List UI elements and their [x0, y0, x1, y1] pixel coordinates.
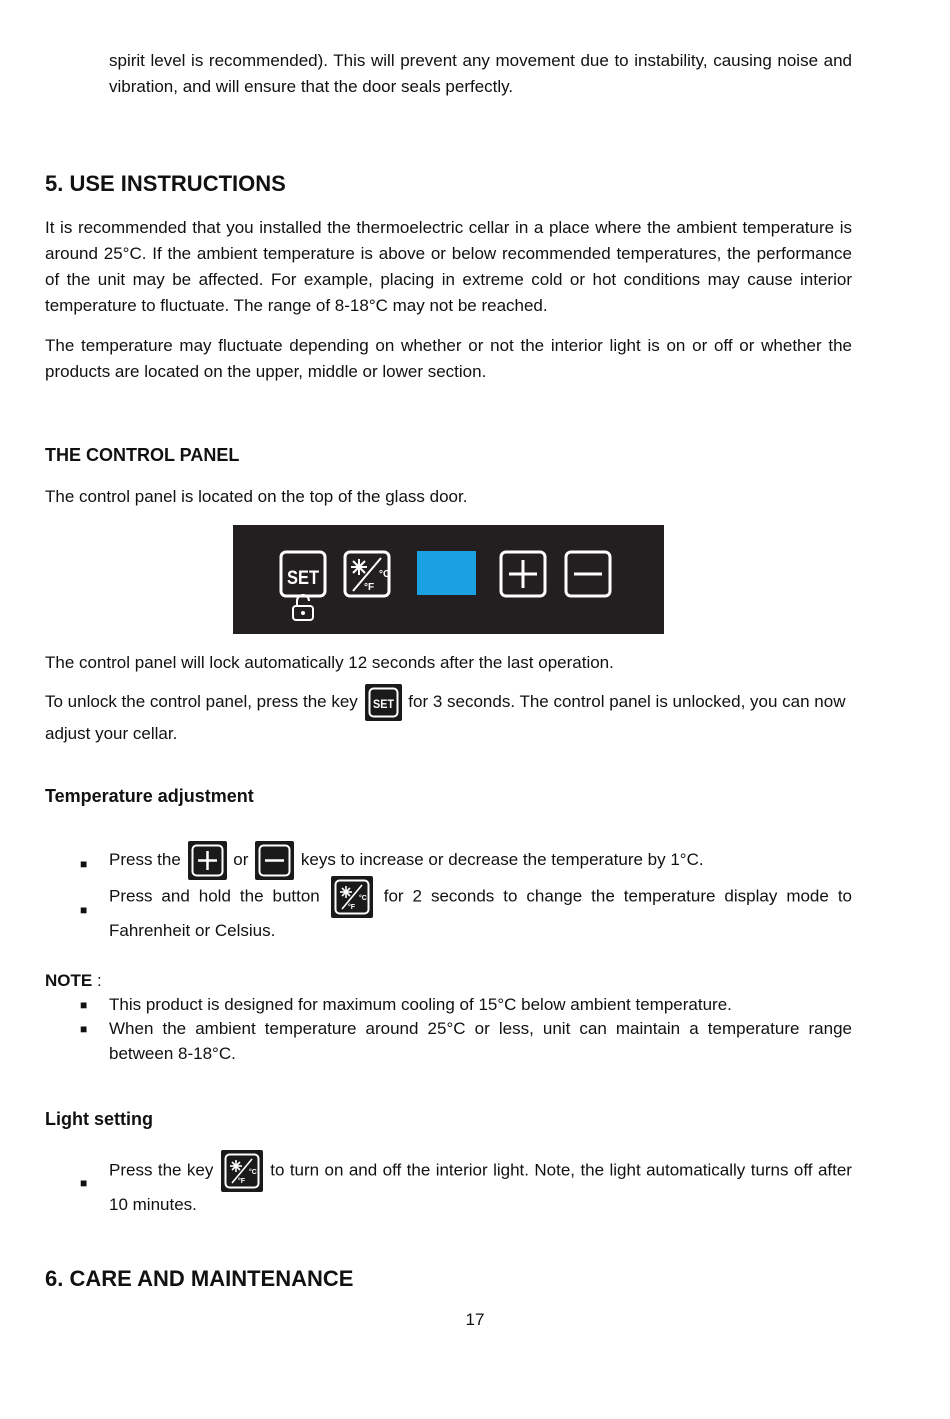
control-panel-heading: THE CONTROL PANEL: [45, 445, 240, 465]
note-item-2: When the ambient temperature around 25°C or less, unit can maintain a temperature range between 8-18°C.: [109, 1019, 852, 1063]
light-setting-heading: Light setting: [45, 1109, 153, 1129]
svg-text:°C: °C: [379, 569, 391, 580]
plus-key-icon: [188, 841, 227, 880]
bullet-marker: ■: [80, 857, 88, 871]
svg-text:°C: °C: [358, 895, 367, 902]
temperature-display: [417, 551, 476, 595]
light-bullet: [109, 1150, 852, 1217]
svg-text:°F: °F: [364, 582, 375, 593]
bullet-2-text-after: for 2 seconds to change the temperature display mode to Fahrenheit or Celsius.: [109, 886, 852, 940]
light-text-after: to turn on and off the interior light. Note, the light automatically turns off after 10 minutes.: [109, 1160, 852, 1214]
svg-text:SET: SET: [287, 568, 320, 589]
bullet-marker: ■: [80, 1022, 88, 1036]
set-key-icon: [365, 684, 402, 721]
note-label: NOTE: [45, 971, 93, 990]
light-unit-key-icon: [345, 552, 390, 596]
light-unit-key-icon: [221, 1150, 263, 1192]
bullet-1-text-or: or: [233, 850, 249, 869]
section-5-paragraph-2: The temperature may fluctuate depending on whether or not the interior light is on or off or whether the products are located on the upper, middle or lower section.: [45, 336, 852, 381]
note-colon: :: [92, 971, 102, 990]
unlock-text-after: for 3 seconds. The control panel is unlocked, you can now adjust your cellar.: [45, 691, 846, 743]
temperature-bullet-2: [109, 876, 852, 943]
section-5-heading: 5. USE INSTRUCTIONS: [45, 171, 286, 196]
svg-text:°F: °F: [237, 1178, 245, 1185]
bullet-marker: ■: [80, 998, 88, 1012]
bullet-marker: ■: [80, 1176, 88, 1190]
light-text-before: Press the key: [109, 1160, 214, 1180]
unlock-text-before: To unlock the control panel, press the key: [45, 691, 358, 711]
bullet-1-text-after: keys to increase or decrease the temperature by 1°C.: [300, 850, 704, 869]
light-unit-key-icon: [331, 876, 373, 918]
note-item-1: This product is designed for maximum cooling of 15°C below ambient temperature.: [109, 995, 732, 1014]
svg-text:°F: °F: [347, 904, 355, 911]
minus-key-icon: [566, 552, 610, 596]
bullet-marker: ■: [80, 903, 88, 917]
bullet-2-text-before: Press and hold the button: [109, 886, 320, 906]
page-number: 17: [465, 1310, 485, 1329]
svg-text:°C: °C: [248, 1169, 257, 1176]
lock-icon: [293, 595, 313, 620]
control-panel-location: The control panel is located on the top of the glass door.: [45, 487, 468, 506]
note-label-line: [45, 968, 852, 994]
temperature-adjustment-heading: Temperature adjustment: [45, 786, 254, 806]
section-6-heading: 6. CARE AND MAINTENANCE: [45, 1266, 354, 1291]
minus-key-icon: [255, 841, 294, 880]
control-panel-illustration: [233, 525, 664, 634]
plus-key-icon: [501, 552, 545, 596]
intro-paragraph: spirit level is recommended). This will prevent any movement due to instability, causing noise and vibration, and will ensure that the door seals perfectly.: [109, 51, 852, 96]
svg-text:SET: SET: [372, 697, 395, 711]
set-key-icon: [281, 552, 325, 596]
auto-lock-text: The control panel will lock automatically 12 seconds after the last operation.: [45, 653, 614, 672]
section-5-paragraph-1: It is recommended that you installed the thermoelectric cellar in a place where the ambient temperature is around 25°C. If the ambient temperature is above or below recommended temperatures, the performance of the unit may be affected. For example, placing in extreme cold or hot conditions may cause interior temperature to fluctuate. The range of 8-18°C may not be reached.: [45, 218, 852, 315]
bullet-1-text-before: Press the: [109, 850, 181, 869]
unlock-instructions: [45, 684, 852, 747]
control-panel-svg: [233, 525, 664, 634]
